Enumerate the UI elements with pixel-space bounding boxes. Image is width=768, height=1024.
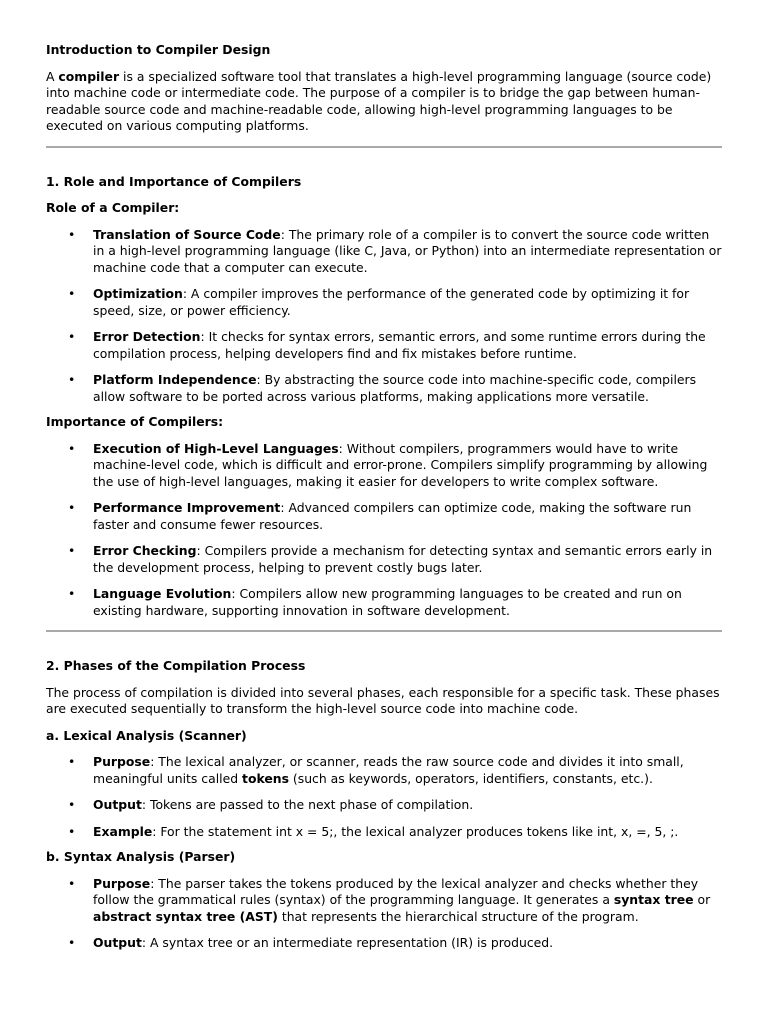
bullet-icon: • xyxy=(68,286,76,301)
item-text: that represents the hierarchical structure of the program. xyxy=(277,908,639,924)
importance-list xyxy=(46,441,722,620)
item-text: : For the statement int x = 5;, the lexical analyzer produces tokens like int, x, =, 5, ;. xyxy=(152,823,679,839)
item-text: : A syntax tree or an intermediate representation (IR) is produced. xyxy=(141,935,554,950)
list-item xyxy=(46,500,722,533)
item-term: Purpose xyxy=(93,875,151,891)
item-text: : Tokens are passed to the next phase of compilation. xyxy=(141,797,474,812)
item-text: : Without compilers, programmers would have to write machine-level code, which is difficult and error-prone. Compilers simplify programming by allowing the use of high-level languages, making it easier for developers to write complex software. xyxy=(93,440,708,489)
item-text: : The primary role of a compiler is to convert the source code written in a high-level programming language (like C, Java, or Python) into an intermediate representation or machine code that a computer can execute. xyxy=(93,226,722,275)
item-text: or xyxy=(693,892,711,907)
bullet-icon: • xyxy=(68,226,76,242)
intro-body: is a specialized software tool that translates a high-level programming language (source code) into machine code or intermediate code. The purpose of a compiler is to bridge the gap between human-readable source code and machine-readable code, allowing high-level programming languages to be executed on various computing platforms. xyxy=(46,68,712,133)
section2-intro: The process of compilation is divided into several phases, each responsible for a specific task. These phases are executed sequentially to transform the high-level source code into machine code. xyxy=(46,684,720,716)
section1-heading: 1. Role and Importance of Compilers xyxy=(46,173,302,189)
item-text: : A compiler improves the performance of the generated code by optimizing it for speed, size, or power efficiency. xyxy=(93,286,690,318)
item-text: : It checks for syntax errors, semantic errors, and some runtime errors during the compilation process, helping developers find and fix mistakes before runtime. xyxy=(93,329,706,361)
item-text: (such as keywords, operators, identifiers, constants, etc.). xyxy=(288,770,653,786)
item-text: : The parser takes the tokens produced by the lexical analyzer and checks whether they follow the grammatical rules (syntax) of the programming language. It generates a xyxy=(93,875,699,907)
item-text: : By abstracting the source code into machine-specific code, compilers allow software to be ported across various platforms, making applications more versatile. xyxy=(93,372,697,404)
item-term: Example xyxy=(93,823,153,839)
item-term: Error Checking xyxy=(93,543,197,558)
list-item xyxy=(46,586,722,619)
role-heading: Role of a Compiler: xyxy=(46,200,180,215)
bullet-icon: • xyxy=(68,329,76,344)
item-bold: syntax tree xyxy=(613,892,694,907)
lexical-list xyxy=(46,754,722,840)
bullet-icon: • xyxy=(68,543,76,558)
item-term: Optimization xyxy=(93,286,183,301)
bullet-icon: • xyxy=(68,500,76,515)
role-list xyxy=(46,227,722,406)
bullet-icon: • xyxy=(68,935,76,950)
item-term: Output xyxy=(93,935,142,950)
item-term: Translation of Source Code xyxy=(93,226,281,242)
item-term: Purpose xyxy=(93,754,151,769)
intro-paragraph xyxy=(46,69,722,135)
list-item xyxy=(46,286,722,319)
list-item xyxy=(46,227,722,277)
lexical-heading: a. Lexical Analysis (Scanner) xyxy=(46,727,247,743)
section2-heading: 2. Phases of the Compilation Process xyxy=(46,658,306,673)
bullet-icon: • xyxy=(68,797,76,812)
list-item xyxy=(46,372,722,405)
item-term: Language Evolution xyxy=(93,586,232,601)
item-text: : Compilers provide a mechanism for detecting syntax and semantic errors early in the development process, helping to prevent costly bugs later. xyxy=(93,543,713,575)
list-item xyxy=(46,824,722,841)
item-term: Platform Independence xyxy=(93,372,257,387)
item-text: : The lexical analyzer, or scanner, reads the raw source code and divides it into small, meaningful units called xyxy=(93,754,684,786)
item-term: Performance Improvement xyxy=(93,500,281,515)
list-item xyxy=(46,543,722,576)
list-item xyxy=(46,329,722,362)
item-term: Error Detection xyxy=(93,329,201,344)
bullet-icon: • xyxy=(68,875,76,891)
bullet-icon: • xyxy=(68,372,76,387)
list-item xyxy=(46,754,722,787)
bullet-icon: • xyxy=(68,586,76,601)
intro-lead: A xyxy=(46,68,59,84)
importance-heading: Importance of Compilers: xyxy=(46,414,224,429)
section-divider xyxy=(46,146,722,148)
item-bold: abstract syntax tree (AST) xyxy=(93,908,278,924)
syntax-list xyxy=(46,876,722,952)
item-text: : Compilers allow new programming languages to be created and run on existing hardware, supporting innovation in software development. xyxy=(93,586,682,618)
syntax-heading: b. Syntax Analysis (Parser) xyxy=(46,849,236,864)
document-title: Introduction to Compiler Design xyxy=(46,42,271,57)
section-divider xyxy=(46,630,722,632)
item-text: : Advanced compilers can optimize code, making the software run faster and consume fewer resources. xyxy=(93,500,692,532)
list-item xyxy=(46,797,722,814)
item-term: Execution of High-Level Languages xyxy=(93,440,339,456)
bullet-icon: • xyxy=(68,823,76,839)
bullet-icon: • xyxy=(68,754,76,769)
item-term: Output xyxy=(93,797,142,812)
item-bold: tokens xyxy=(242,770,289,786)
bullet-icon: • xyxy=(68,440,76,456)
list-item xyxy=(46,441,722,491)
list-item xyxy=(46,876,722,926)
intro-term: compiler xyxy=(58,68,120,84)
list-item xyxy=(46,935,722,952)
